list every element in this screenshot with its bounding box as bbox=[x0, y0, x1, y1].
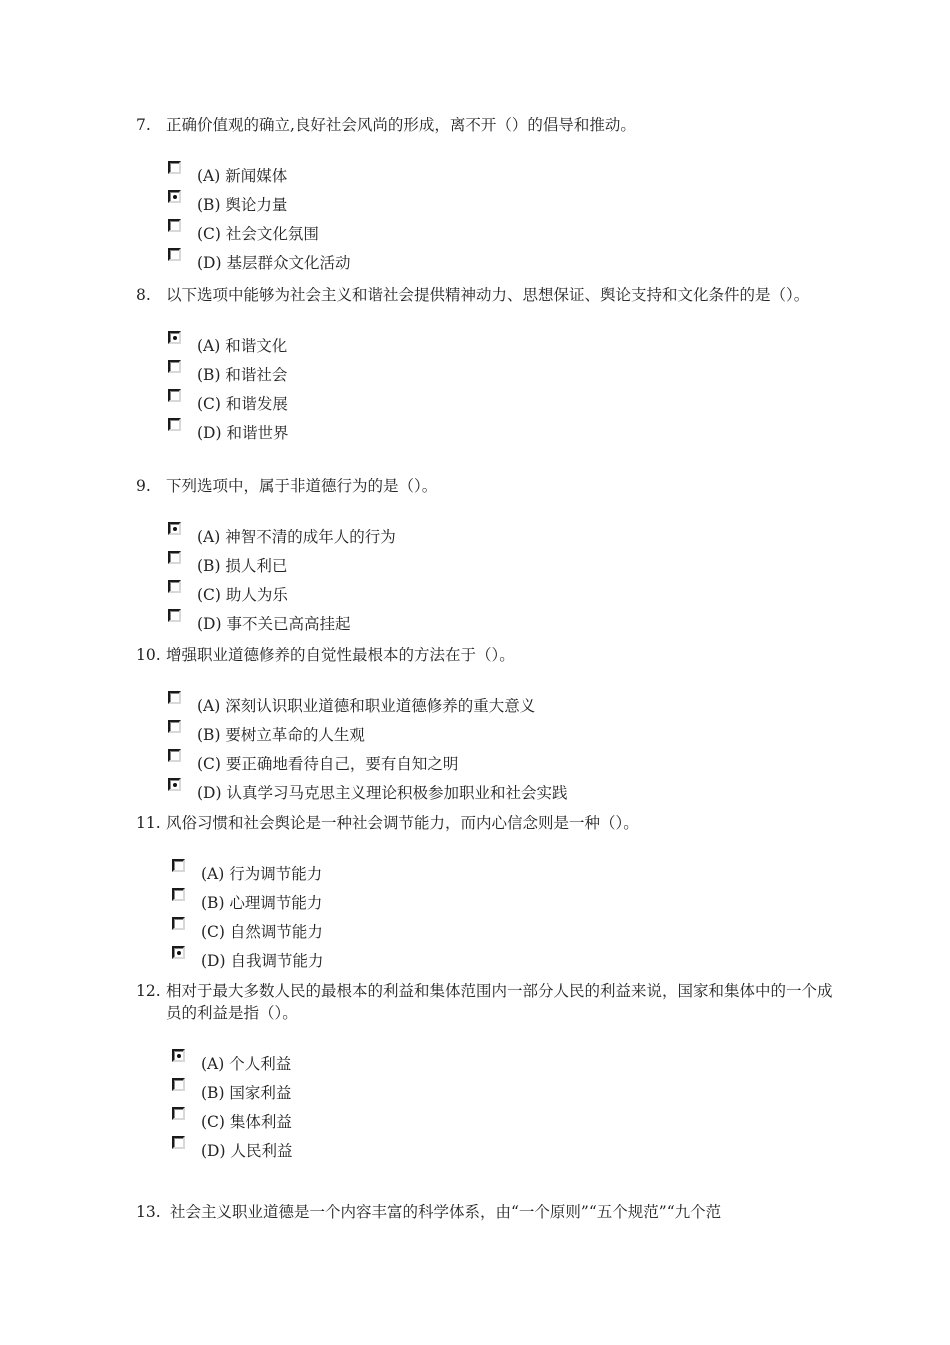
option-d[interactable] bbox=[168, 608, 836, 637]
option-label: (D) 基层群众文化活动 bbox=[197, 253, 351, 272]
radio-icon[interactable] bbox=[168, 248, 181, 261]
option-label: (C) 社会文化氛围 bbox=[197, 224, 319, 243]
option-a[interactable] bbox=[172, 1048, 836, 1077]
radio-selected-icon[interactable] bbox=[168, 522, 181, 535]
option-label: (A) 行为调节能力 bbox=[201, 864, 323, 883]
option-label: (A) 神智不清的成年人的行为 bbox=[197, 527, 396, 546]
option-c[interactable] bbox=[172, 1106, 836, 1135]
question-number: 9. bbox=[136, 477, 151, 495]
option-c[interactable] bbox=[172, 916, 836, 945]
option-label: (A) 新闻媒体 bbox=[197, 166, 288, 185]
option-label: (C) 和谐发展 bbox=[197, 394, 288, 413]
option-label: (D) 和谐世界 bbox=[197, 423, 289, 442]
radio-icon[interactable] bbox=[168, 749, 181, 762]
option-label: (A) 和谐文化 bbox=[197, 336, 288, 355]
option-d[interactable] bbox=[172, 1135, 836, 1164]
radio-selected-icon[interactable] bbox=[168, 778, 181, 791]
radio-icon[interactable] bbox=[172, 1136, 185, 1149]
radio-selected-icon[interactable] bbox=[172, 1049, 185, 1062]
option-label: (C) 助人为乐 bbox=[197, 585, 288, 604]
option-c[interactable] bbox=[168, 388, 836, 417]
option-a[interactable] bbox=[168, 160, 836, 189]
option-label: (B) 心理调节能力 bbox=[201, 893, 323, 912]
question-13 bbox=[136, 1201, 836, 1223]
question-text: 正确价值观的确立,良好社会风尚的形成，离不开（）的倡导和推动。 bbox=[166, 116, 636, 134]
option-label: (B) 国家利益 bbox=[201, 1083, 292, 1102]
radio-icon[interactable] bbox=[172, 888, 185, 901]
option-label: (A) 深刻认识职业道德和职业道德修养的重大意义 bbox=[197, 696, 536, 715]
question-number: 10. bbox=[136, 646, 161, 664]
question-12 bbox=[136, 980, 836, 1164]
option-label: (D) 认真学习马克思主义理论积极参加职业和社会实践 bbox=[197, 783, 568, 802]
option-a[interactable] bbox=[168, 521, 836, 550]
option-c[interactable] bbox=[168, 748, 836, 777]
option-a[interactable] bbox=[168, 690, 836, 719]
radio-icon[interactable] bbox=[168, 418, 181, 431]
option-a[interactable] bbox=[172, 858, 836, 887]
option-d[interactable] bbox=[168, 417, 836, 446]
radio-icon[interactable] bbox=[172, 1107, 185, 1120]
option-b[interactable] bbox=[168, 359, 836, 388]
option-d[interactable] bbox=[168, 247, 836, 276]
radio-icon[interactable] bbox=[168, 389, 181, 402]
radio-icon[interactable] bbox=[172, 917, 185, 930]
option-d[interactable] bbox=[172, 945, 836, 974]
option-b[interactable] bbox=[172, 1077, 836, 1106]
question-text: 相对于最大多数人民的最根本的利益和集体范围内一部分人民的利益来说，国家和集体中的一个成员的利益是指（）。 bbox=[166, 982, 833, 1022]
option-d[interactable] bbox=[168, 777, 836, 806]
option-c[interactable] bbox=[168, 579, 836, 608]
option-a[interactable] bbox=[168, 330, 836, 359]
option-label: (A) 个人利益 bbox=[201, 1054, 292, 1073]
question-9 bbox=[136, 475, 836, 637]
question-8 bbox=[136, 284, 836, 446]
option-b[interactable] bbox=[168, 719, 836, 748]
option-label: (D) 自我调节能力 bbox=[201, 951, 324, 970]
option-b[interactable] bbox=[168, 550, 836, 579]
radio-icon[interactable] bbox=[168, 551, 181, 564]
option-label: (B) 要树立革命的人生观 bbox=[197, 725, 365, 744]
question-11 bbox=[136, 812, 836, 974]
radio-selected-icon[interactable] bbox=[168, 331, 181, 344]
question-text: 社会主义职业道德是一个内容丰富的科学体系，由“一个原则”“五个规范”“九个范 bbox=[170, 1203, 722, 1221]
question-10 bbox=[136, 644, 836, 806]
radio-icon[interactable] bbox=[172, 1078, 185, 1091]
question-number: 12. bbox=[136, 982, 161, 1000]
question-text: 以下选项中能够为社会主义和谐社会提供精神动力、思想保证、舆论支持和文化条件的是（）。 bbox=[166, 286, 810, 304]
question-number: 8. bbox=[136, 286, 151, 304]
radio-icon[interactable] bbox=[168, 360, 181, 373]
option-b[interactable] bbox=[172, 887, 836, 916]
option-label: (B) 和谐社会 bbox=[197, 365, 288, 384]
option-label: (C) 集体利益 bbox=[201, 1112, 292, 1131]
option-label: (C) 自然调节能力 bbox=[201, 922, 323, 941]
question-7 bbox=[136, 114, 836, 276]
radio-selected-icon[interactable] bbox=[172, 946, 185, 959]
question-text: 增强职业道德修养的自觉性最根本的方法在于（）。 bbox=[166, 646, 515, 664]
radio-icon[interactable] bbox=[168, 580, 181, 593]
radio-icon[interactable] bbox=[168, 720, 181, 733]
option-label: (B) 舆论力量 bbox=[197, 195, 288, 214]
option-label: (C) 要正确地看待自己，要有自知之明 bbox=[197, 754, 459, 773]
question-number: 13. bbox=[136, 1203, 161, 1221]
radio-icon[interactable] bbox=[168, 609, 181, 622]
question-text: 下列选项中，属于非道德行为的是（）。 bbox=[166, 477, 438, 495]
radio-icon[interactable] bbox=[168, 691, 181, 704]
radio-icon[interactable] bbox=[168, 161, 181, 174]
option-label: (B) 损人利已 bbox=[197, 556, 288, 575]
option-b[interactable] bbox=[168, 189, 836, 218]
option-label: (D) 人民利益 bbox=[201, 1141, 293, 1160]
question-number: 7. bbox=[136, 116, 151, 134]
option-c[interactable] bbox=[168, 218, 836, 247]
radio-icon[interactable] bbox=[168, 219, 181, 232]
question-text: 风俗习惯和社会舆论是一种社会调节能力，而内心信念则是一种（）。 bbox=[166, 814, 639, 832]
option-label: (D) 事不关已高高挂起 bbox=[197, 614, 351, 633]
question-number: 11. bbox=[136, 814, 161, 832]
radio-selected-icon[interactable] bbox=[168, 190, 181, 203]
radio-icon[interactable] bbox=[172, 859, 185, 872]
